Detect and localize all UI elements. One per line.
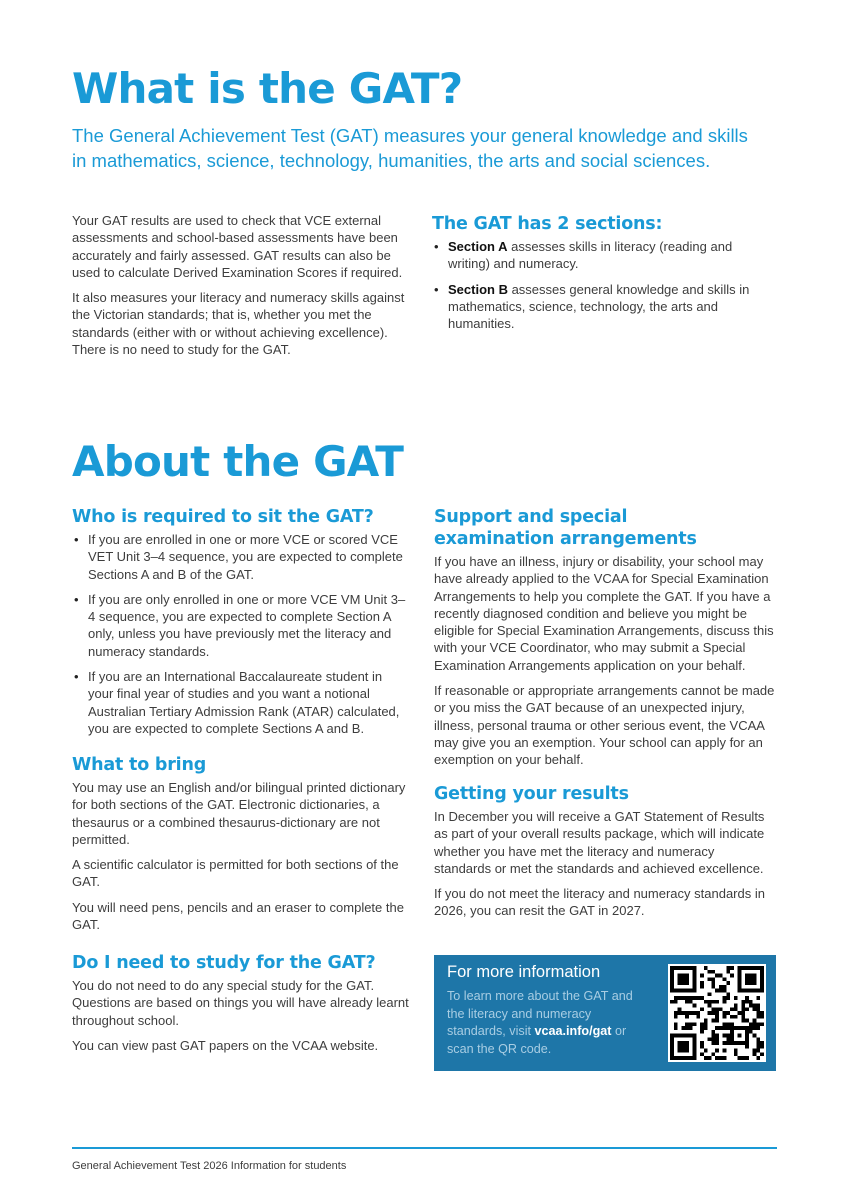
support-heading: Support and special examination arrangements	[434, 507, 697, 549]
study-paragraph: You can view past GAT papers on the VCAA website.	[72, 1037, 379, 1053]
bullet-icon: •	[74, 669, 79, 685]
list-item: • If you are enrolled in one or more VCE or scored VCE VET Unit 3–4 sequence, you are expected to complete Sections A and B of the GAT.	[74, 532, 403, 582]
purpose-paragraph: Your GAT results are used to check that VCE external assessments and school-based assessments have been accurately and fairly assessed. GAT results can also be used to calculate Derived Examination Scores if required.	[72, 213, 403, 280]
results-paragraph: If you do not meet the literacy and numeracy standards in 2026, you can resit the GAT in 2027.	[434, 886, 765, 919]
results-heading: Getting your results	[434, 784, 629, 804]
purpose-paragraph: It also measures your literacy and numeracy skills against the Victorian standards; that is, whether you met the standards (either with or without achieving excellence). There is no need to study for the GAT.	[72, 290, 405, 358]
bring-paragraph: A scientific calculator is permitted for both sections of the GAT.	[72, 857, 399, 890]
study-heading: Do I need to study for the GAT?	[72, 953, 376, 973]
more-info-box	[434, 955, 776, 1071]
bullet-icon: •	[74, 532, 79, 547]
who-list	[72, 531, 407, 737]
vcaa-gat-link[interactable]: vcaa.info/gat	[534, 1024, 612, 1038]
footer-divider	[72, 1147, 777, 1149]
support-paragraph: If you have an illness, injury or disability, your school may have already applied to the VCAA for Special Examination Arrangements to help you complete the GAT. If you have a recently diagnosed condition and believe you might be eligible for Special Examination Arrangements, discuss this with your VCE Coordinator, who may submit a Special Examination Arrangements application on your behalf.	[434, 554, 774, 673]
support-block	[434, 506, 779, 777]
results-paragraph: In December you will receive a GAT Statement of Results as part of your overall results package, which will indicate whether you have met the literacy and numeracy standards or met the standards and achieved excellence.	[434, 809, 765, 876]
list-item: • If you are only enrolled in one or more VCE VM Unit 3–4 sequence, you are expected to complete Section A only, unless you have previously met the literacy and numeracy standards.	[74, 591, 406, 659]
sections-list	[432, 238, 777, 332]
study-paragraph: You do not need to do any special study for the GAT. Questions are based on things you will have already learnt throughout school.	[72, 978, 409, 1028]
footer-text: General Achievement Test 2026 Information for students	[72, 1160, 347, 1172]
list-item: • Section B assesses general knowledge and skills in mathematics, science, technology, the arts and humanities.	[434, 281, 750, 332]
bring-block	[72, 754, 412, 941]
who-heading: Who is required to sit the GAT?	[72, 507, 374, 527]
bullet-icon: •	[434, 281, 439, 297]
support-paragraph: If reasonable or appropriate arrangements cannot be made or you miss the GAT because of an unexpected injury, illness, personal trauma or other serious event, the VCAA may give you an exemption. Your school can apply for an exemption on your behalf.	[434, 683, 775, 768]
qr-code-graphic	[670, 966, 764, 1060]
qr-code-icon[interactable]	[668, 964, 766, 1062]
bullet-icon: •	[434, 239, 439, 254]
section-title: About the GAT	[72, 437, 404, 486]
gat-sections-column	[432, 213, 777, 340]
study-block	[72, 952, 417, 1062]
list-item: • If you are an International Baccalaureate student in your final year of studies and you want a notional Australian Tertiary Admission Rank (ATAR) calculated, you are expected to complete Sections A and B.	[74, 669, 400, 736]
list-item: • Section A assesses skills in literacy (reading and writing) and numeracy.	[434, 239, 733, 272]
bullet-icon: •	[74, 591, 79, 607]
who-block	[72, 506, 407, 745]
gat-purpose-column	[72, 212, 407, 366]
intro-text: The General Achievement Test (GAT) measures your general knowledge and skills in mathematics, science, technology, humanities, the arts and social sciences.	[72, 125, 748, 171]
bring-heading: What to bring	[72, 755, 207, 775]
bring-paragraph: You may use an English and/or bilingual printed dictionary for both sections of the GAT. Electronic dictionaries, a thesaurus or a combined thesaurus-dictionary are not permitted.	[72, 780, 406, 847]
more-info-text: To learn more about the GAT and the literacy and numeracy standards, visit vcaa.info/gat or scan the QR code.	[447, 989, 633, 1056]
results-block	[434, 783, 774, 928]
page-title: What is the GAT?	[72, 64, 463, 113]
sections-heading: The GAT has 2 sections:	[432, 214, 663, 234]
more-info-title: For more information	[447, 963, 601, 981]
bring-paragraph: You will need pens, pencils and an eraser to complete the GAT.	[72, 899, 404, 933]
